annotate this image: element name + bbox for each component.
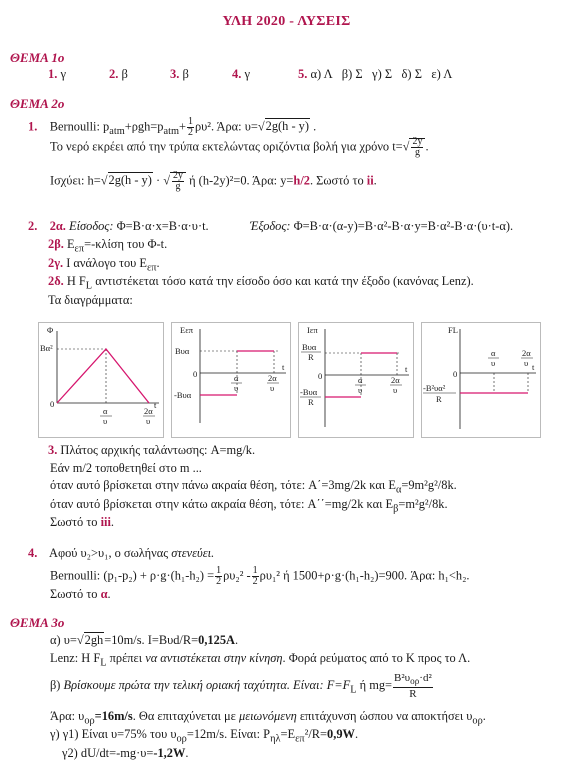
current-zero: 0	[318, 371, 323, 381]
answer-5: 5. α) Λ β) Σ γ) Σ δ) Σ ε) Λ	[298, 67, 453, 81]
current-x1-top: α	[358, 375, 363, 385]
emf-yneg: -Bυα	[174, 390, 192, 400]
answer-3: 3. β	[170, 67, 189, 81]
flux-x2-top: 2α	[144, 406, 153, 416]
q2-diagrams-label: Τα διαγράμματα:	[48, 293, 133, 307]
theme1-heading: ΘΕΜΑ 1ο	[10, 50, 65, 65]
current-x2-top: 2α	[391, 375, 400, 385]
q3-line3: όταν αυτό βρίσκεται στην πάνω ακραία θέση, τότε: A΄=3mg/2k και $E_\alpha=9m^2g^2/8k$.	[50, 478, 457, 496]
q2-line-c: 2γ. Ι ανάλογο του $E_{\varepsilon\pi}$.	[48, 256, 160, 274]
emf-x2-top: 2α	[268, 373, 277, 383]
force-diagram	[421, 322, 541, 438]
force-svg	[422, 323, 540, 437]
current-diagram	[298, 322, 414, 438]
t3-line6: γ2) dU/dt=-mg·υ=-1,2W.	[62, 746, 189, 760]
q2-line-d: 2δ. Η $F_L$ αντιστέκεται τόσο κατά την είσοδο όσο και κατά την έξοδο (κανόνας Lenz).	[48, 274, 474, 292]
emf-x1-top: α	[234, 373, 239, 383]
flux-x1-bot: υ	[103, 416, 108, 426]
current-ylabel: Iεπ	[307, 325, 318, 335]
flux-svg	[39, 323, 163, 437]
current-svg	[299, 323, 413, 437]
emf-zero: 0	[193, 369, 198, 379]
flux-ylabel: Φ	[47, 325, 54, 335]
q3-line2: Εάν m/2 τοποθετηθεί στο m ...	[50, 461, 202, 475]
answer-2: 2. β	[109, 67, 128, 81]
t3-line2: Lenz: Η $F_L$ πρέπει να αντιστέκεται στην κίνηση. Φορά ρεύματος από το Κ προς το Λ.	[50, 651, 471, 669]
current-yneg-bot: R	[308, 397, 314, 407]
emf-ylabel: Eεπ	[180, 325, 194, 335]
flux-zero: 0	[50, 399, 55, 409]
force-x1-bot: υ	[491, 358, 496, 368]
q2-line-a-out: Έξοδος: Φ=B·α·(α-y)=B·α²-B·α·y=B·α²-B·α·(υ·t-α).	[250, 219, 514, 233]
q3-line5: Σωστό το iii.	[50, 515, 115, 529]
emf-svg	[172, 323, 290, 437]
flux-ymax: Bα²	[40, 343, 53, 353]
current-x2-bot: υ	[393, 385, 398, 395]
q4-line3: Σωστό το α.	[50, 587, 111, 601]
force-yneg-top: -B²υα²	[423, 383, 446, 393]
t3-line1: α) υ=√2gh=10m/s. I=Bυd/R=0,125A.	[50, 633, 239, 647]
q4-line2: Bernoulli: (p₁-p₂) + ρ·g·(h₁-h₂) = $\frac{1}{2}$ ρυ₂² - $\frac{1}{2}$ ρυ₁² ή 1500+ρ·g·(h₁-h₂)=900. Άρα: h₁<h₂.	[50, 565, 470, 587]
theme3-heading: ΘΕΜΑ 3ο	[10, 615, 65, 630]
emf-ypos: Bυα	[175, 346, 190, 356]
flux-line	[57, 349, 149, 403]
page-title: ΥΛΗ 2020 - ΛΥΣΕΙΣ	[222, 14, 351, 29]
flux-diagram	[38, 322, 164, 438]
current-ypos-bot: R	[308, 352, 314, 362]
flux-x2-bot: υ	[146, 416, 151, 426]
q1-line2: Το νερό εκρέει από την τρύπα εκτελώντας οριζόντια βολή για χρόνο t=√ $\frac{2y}{g}$ .	[50, 136, 429, 158]
q3-line1: 3. Πλάτος αρχικής ταλάντωσης: A=mg/k.	[48, 443, 256, 457]
answer-4: 4. γ	[232, 67, 251, 81]
q1-line3: Ισχύει: h=√2g(h - y) · √ $\frac{2y}{g}$ ή (h-2y)²=0. Άρα: y=h/2. Σωστό το ii.	[50, 170, 377, 192]
force-x1-top: α	[491, 348, 496, 358]
force-x2-top: 2α	[522, 348, 531, 358]
t3-line5: γ) γ1) Είναι υ=75% του $\upsilon_{o\rho}=12m/s$. Είναι: $P_{\eta\lambda}=E_{\varepsilon\pi}^2/R=0,9W$.	[50, 727, 359, 745]
t3-line3: β) Βρίσκουμε πρώτα την τελική οριακή ταχύτητα. Είναι: $F=F_L$ ή mg= $\frac{B^2\upsilon_{o\rho}\cdot d^2}{R}$	[50, 672, 432, 701]
force-x2-bot: υ	[524, 358, 529, 368]
force-tlabel: t	[532, 362, 535, 372]
q2-line-b: 2β. $E_{\varepsilon\pi}=$-κλίση του Φ-t.	[48, 237, 168, 255]
answer-1: 1. γ	[48, 67, 67, 81]
emf-x2-bot: υ	[270, 383, 275, 393]
emf-diagram	[171, 322, 291, 438]
current-x1-bot: υ	[358, 385, 363, 395]
current-tlabel: t	[405, 364, 408, 374]
q1-line1: 1. Bernoulli: $p_{atm}+\rho gh=p_{atm}+$ $\frac{1}{2}$ ρυ². Άρα: υ=√2g(h - y) .	[28, 116, 317, 138]
theme2-heading: ΘΕΜΑ 2ο	[10, 96, 65, 111]
current-ypos-top: Bυα	[302, 342, 317, 352]
flux-tlabel: t	[154, 400, 157, 410]
force-zero: 0	[453, 369, 458, 379]
emf-tlabel: t	[282, 362, 285, 372]
flux-x1-top: α	[103, 406, 108, 416]
emf-x1-bot: υ	[234, 383, 239, 393]
force-ylabel: FL	[448, 325, 458, 335]
q2-line-a: 2. 2α. Είσοδος: Φ=B·α·x=B·α·υ·t.	[28, 219, 209, 233]
force-yneg-bot: R	[436, 394, 442, 404]
q4-line1: 4. Αφού υ₂>υ₁, ο σωλήνας στενεύει.	[28, 546, 215, 560]
current-yneg-top: -Bυα	[300, 387, 318, 397]
t3-line4: Άρα: $\upsilon_{o\rho}=16m/s$. Θα επιταχύνεται με μειωνόμενη επιτάχυνση ώσπου να αποκτήσει $\upsilon_{o\rho}$.	[50, 709, 486, 727]
q3-line4: όταν αυτό βρίσκεται στην κάτω ακραία θέση, τότε: A΄΄=mg/2k και $E_\beta=m^2g^2/8k$.	[50, 497, 448, 515]
